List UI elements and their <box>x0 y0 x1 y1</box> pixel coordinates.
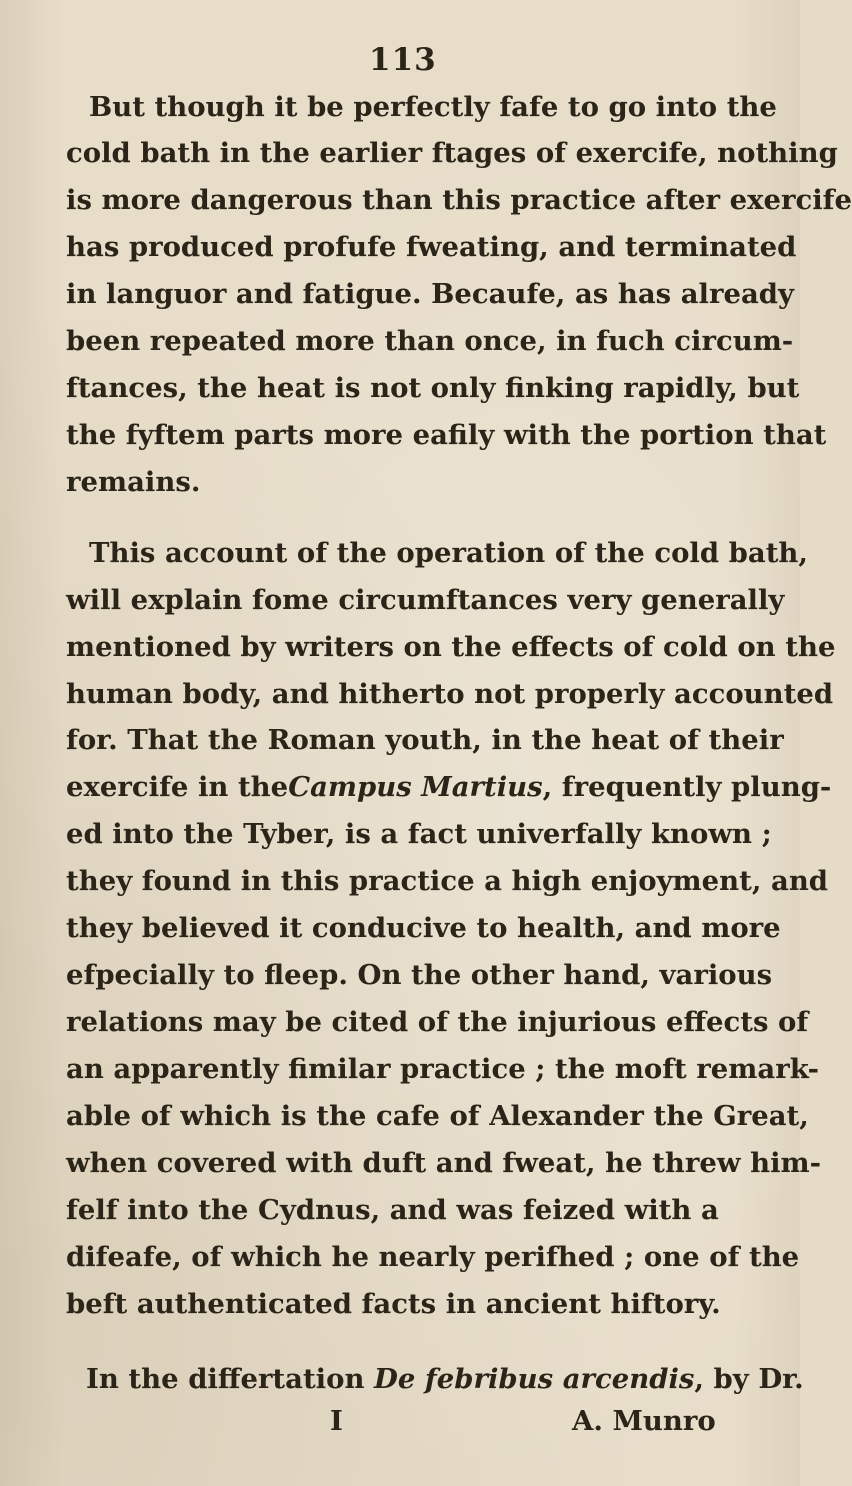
text-line: cold bath in the earlier ftages of exercife, nothing <box>66 137 838 169</box>
text-line: beft authenticated facts in ancient hiftory. <box>66 1288 721 1320</box>
page-number: 113 <box>369 42 437 78</box>
text-line: difeafe, of which he nearly perifhed ; one of the <box>66 1241 800 1273</box>
text-line: an apparently fimilar practice ; the moft remark- <box>66 1053 820 1085</box>
text-line: will explain fome circumftances very generally <box>66 584 785 616</box>
text-line: has produced profufe fweating, and terminated <box>66 231 797 263</box>
catchword: A. Munro <box>572 1405 716 1437</box>
text-line: the fyftem parts more eafily with the portion that <box>66 419 827 451</box>
text-line: ftances, the heat is not only finking rapidly, but <box>66 372 800 404</box>
footnote <box>86 1361 804 1397</box>
text-line <box>66 769 832 805</box>
text-line: efpecially to fleep. On the other hand, various <box>66 959 773 991</box>
text-line: relations may be cited of the injurious effects of <box>66 1006 809 1038</box>
text-line: been repeated more than once, in fuch circum- <box>66 325 794 357</box>
text-line: able of which is the cafe of Alexander the Great, <box>66 1100 809 1132</box>
footnote-prefix: In the differtation <box>86 1363 365 1395</box>
text-line: when covered with duft and fweat, he threw him- <box>66 1147 822 1179</box>
footnote-title: De febribus arcendis <box>374 1363 695 1395</box>
text-line: But though it be perfectly fafe to go into the <box>89 91 777 123</box>
place-name: Campus Martius <box>288 771 543 803</box>
text-line: is more dangerous than this practice after exercife <box>66 184 852 216</box>
text-line: for. That the Roman youth, in the heat of their <box>66 724 784 756</box>
text-line: human body, and hitherto not properly accounted <box>66 678 834 710</box>
text-fragment: exercife in the <box>66 771 289 803</box>
text-line: they found in this practice a high enjoyment, and <box>66 865 829 897</box>
text-line: This account of the operation of the cold bath, <box>89 537 808 569</box>
text-line: remains. <box>66 466 201 498</box>
text-fragment: , frequently plung- <box>542 771 832 803</box>
footnote-suffix: , by Dr. <box>694 1363 804 1395</box>
signature-mark: I <box>330 1405 343 1437</box>
text-line: in languor and fatigue. Becaufe, as has already <box>66 278 794 310</box>
text-line: they believed it conducive to health, and more <box>66 912 781 944</box>
text-line: ed into the Tyber, is a fact univerfally known ; <box>66 818 772 850</box>
text-line: felf into the Cydnus, and was feized with a <box>66 1194 719 1226</box>
text-line: mentioned by writers on the effects of cold on the <box>66 631 836 663</box>
